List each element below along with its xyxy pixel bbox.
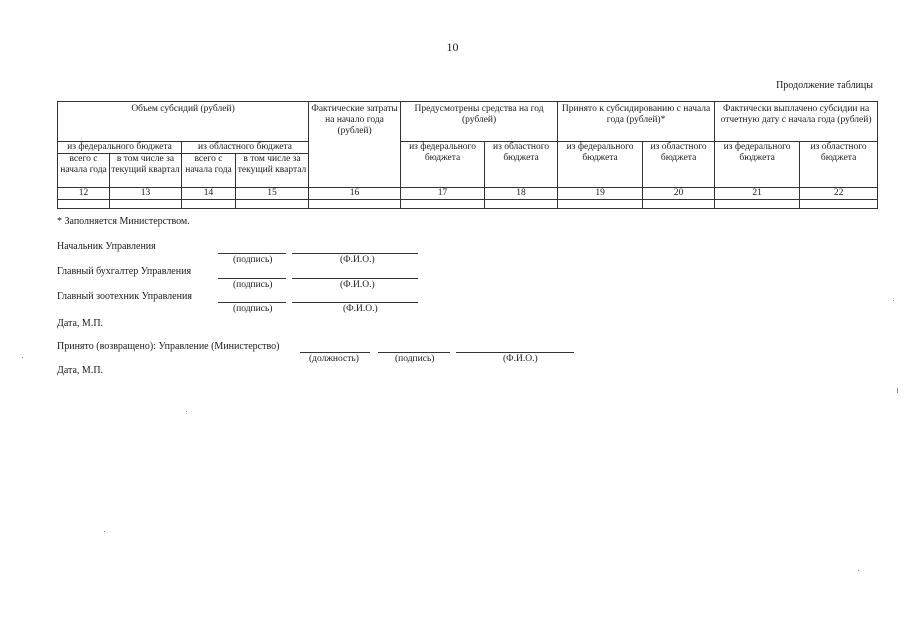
- header-paid-regional: из областного бюджета: [800, 142, 878, 188]
- scan-speck: [893, 300, 894, 301]
- scan-speck: [104, 531, 105, 532]
- chief-accountant-name-line[interactable]: [292, 278, 418, 279]
- accepted-position-line[interactable]: [300, 352, 370, 353]
- header-federal-total: всего с начала года: [58, 154, 110, 188]
- accepted-signature-caption: (подпись): [395, 354, 435, 364]
- table-cell[interactable]: [309, 200, 401, 209]
- head-name-caption: (Ф.И.О.): [340, 255, 375, 265]
- subsidy-table: [57, 101, 878, 209]
- date-stamp-2: Дата, М.П.: [57, 365, 104, 376]
- accepted-label: Принято (возвращено): Управление (Министерство): [57, 341, 280, 352]
- header-actual-costs-text: Фактические затраты на начало года: [311, 104, 398, 125]
- chief-accountant-name-caption: (Ф.И.О.): [340, 280, 375, 290]
- header-regional-budget: из областного бюджета: [182, 142, 309, 154]
- column-number: 18: [485, 188, 558, 200]
- scan-speck: [858, 570, 859, 571]
- column-number: 13: [110, 188, 182, 200]
- column-number: 20: [643, 188, 715, 200]
- column-number: 12: [58, 188, 110, 200]
- chief-zootechnician-label: Главный зоотехник Управления: [57, 291, 192, 302]
- accepted-signature-line[interactable]: [378, 352, 450, 353]
- table-cell[interactable]: [182, 200, 236, 209]
- head-label: Начальник Управления: [57, 241, 156, 252]
- table-cell[interactable]: [643, 200, 715, 209]
- table-cell[interactable]: [800, 200, 878, 209]
- header-planned-federal: из федерального бюджета: [401, 142, 485, 188]
- scan-speck: [186, 411, 187, 412]
- chief-zootechnician-signature-caption: (подпись): [233, 304, 273, 314]
- footnote: * Заполняется Министерством.: [57, 216, 190, 227]
- table-cell[interactable]: [715, 200, 800, 209]
- header-federal-quarter: в том числе за текущий квартал: [110, 154, 182, 188]
- header-subsidy-volume: Объем субсидий (рублей): [58, 102, 309, 142]
- column-number: 14: [182, 188, 236, 200]
- header-paid-federal: из федерального бюджета: [715, 142, 800, 188]
- table-cell[interactable]: [110, 200, 182, 209]
- accepted-position-caption: (должность): [309, 354, 359, 364]
- head-signature-line[interactable]: [218, 253, 286, 254]
- scan-speck: [897, 388, 898, 393]
- head-signature-caption: (подпись): [233, 255, 273, 265]
- table-row: [58, 200, 878, 209]
- table-cell[interactable]: [485, 200, 558, 209]
- table-cell[interactable]: [401, 200, 485, 209]
- header-paid: Фактически выплачено субсидии на отчетную дату с начала года (рублей): [715, 102, 878, 142]
- accepted-name-line[interactable]: [456, 352, 574, 353]
- page-number: 10: [446, 40, 459, 54]
- chief-zootechnician-name-line[interactable]: [292, 302, 418, 303]
- table-cell[interactable]: [58, 200, 110, 209]
- chief-accountant-label: Главный бухгалтер Управления: [57, 266, 192, 277]
- header-planned-funds: Предусмотрены средства на год (рублей): [401, 102, 558, 142]
- chief-zootechnician-name-caption: (Ф.И.О.): [343, 304, 378, 314]
- header-actual-costs-unit: (рублей): [337, 126, 372, 136]
- chief-accountant-signature-caption: (подпись): [233, 280, 273, 290]
- chief-zootechnician-signature-line[interactable]: [218, 302, 286, 303]
- accepted-name-caption: (Ф.И.О.): [503, 354, 538, 364]
- column-number: 21: [715, 188, 800, 200]
- column-number: 17: [401, 188, 485, 200]
- header-planned-regional: из областного бюджета: [485, 142, 558, 188]
- column-number: 22: [800, 188, 878, 200]
- continuation-label: Продолжение таблицы: [776, 80, 873, 91]
- scan-speck: [22, 357, 23, 358]
- header-accepted-regional: из областного бюджета: [643, 142, 715, 188]
- date-stamp-1: Дата, М.П.: [57, 318, 104, 329]
- column-number: 16: [309, 188, 401, 200]
- header-regional-total: всего с начала года: [182, 154, 236, 188]
- table-cell[interactable]: [236, 200, 309, 209]
- table-cell[interactable]: [558, 200, 643, 209]
- chief-accountant-signature-line[interactable]: [218, 278, 286, 279]
- header-accepted: Принято к субсидированию с начала года (рублей)*: [558, 102, 715, 142]
- header-federal-budget: из федерального бюджета: [58, 142, 182, 154]
- head-name-line[interactable]: [292, 253, 418, 254]
- header-regional-quarter: в том числе за текущий квартал: [236, 154, 309, 188]
- header-actual-costs: [309, 102, 401, 188]
- header-accepted-federal: из федерального бюджета: [558, 142, 643, 188]
- column-number: 19: [558, 188, 643, 200]
- column-number: 15: [236, 188, 309, 200]
